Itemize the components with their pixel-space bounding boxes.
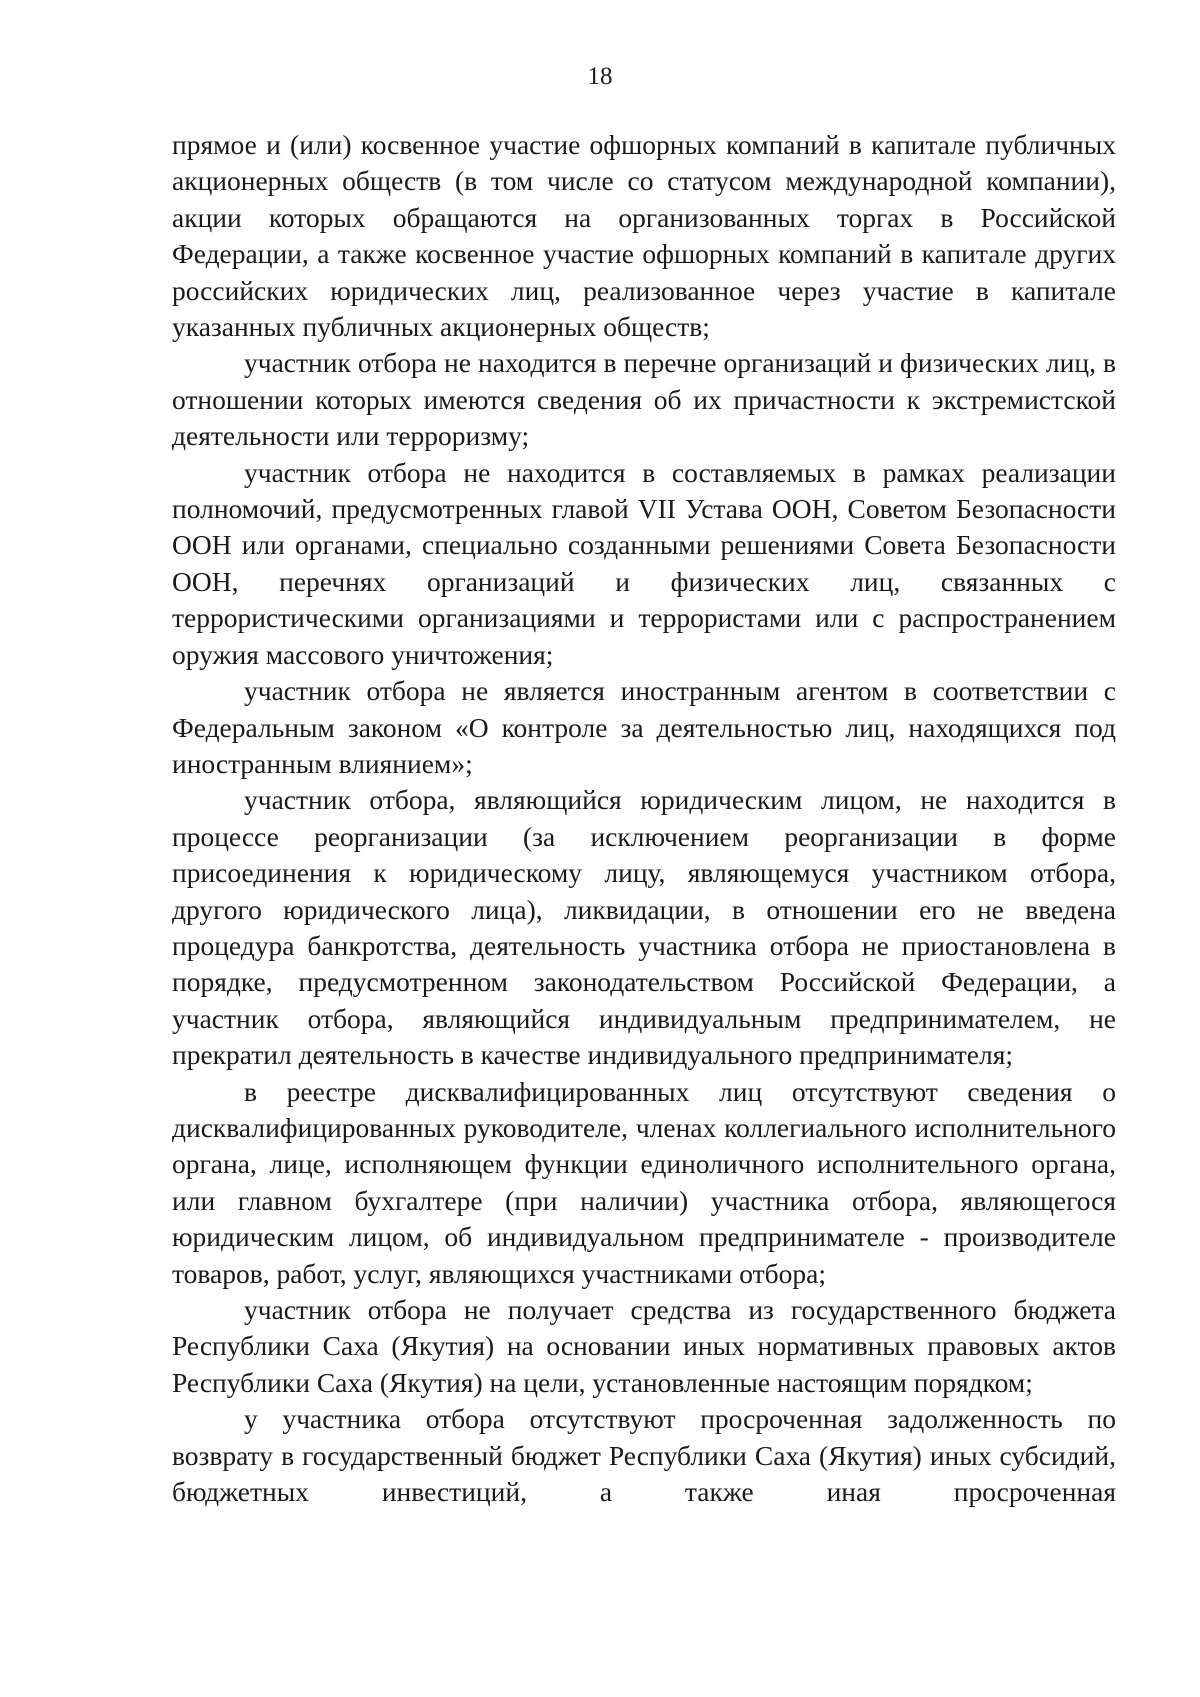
- document-body: [172, 127, 1116, 1510]
- paragraph-budget-funds: участник отбора не получает средства из государственного бюджета Республики Саха (Якутия) на основании иных нормативных правовых актов Республики Саха (Якутия) на цели, установленные настоящим порядком;: [172, 1294, 1116, 1398]
- paragraph-reorganization-bankruptcy: участник отбора, являющийся юридическим лицом, не находится в процессе реорганизации (за исключением реорганизации в форме присоединения к юридическому лицу, являющемуся участником отбора, другого юридического лица), ликвидации, в отношении его не введена процедура банкротства, деятельность участника отбора не приостановлена в порядке, предусмотренном законодательством Российской Федерации, а участник отбора, являющийся индивидуальным предпринимателем, не прекратил деятельность в качестве индивидуального предпринимателя;: [172, 784, 1116, 1071]
- paragraph-extremism-list: участник отбора не находится в перечне организаций и физических лиц, в отношении которых имеются сведения об их причастности к экстремистской деятельности или терроризму;: [172, 347, 1116, 452]
- paragraph-foreign-agent: участник отбора не является иностранным агентом в соответствии с Федеральным законом «О контроле за деятельностью лиц, находящихся под иностранным влиянием»;: [172, 675, 1116, 779]
- paragraph-disqualified-persons: в реестре дисквалифицированных лиц отсутствуют сведения о дисквалифицированных руководителе, членах коллегиального исполнительного органа, лице, исполняющем функции единоличного исполнительного органа, или главном бухгалтере (при наличии) участника отбора, являющегося юридическим лицом, об индивидуальном предпринимателе - производителе товаров, работ, услуг, являющихся участниками отбора;: [172, 1075, 1116, 1289]
- paragraph-un-sanctions-list: участник отбора не находится в составляемых в рамках реализации полномочий, предусмотренных главой VII Устава ООН, Советом Безопасности ООН или органами, специально созданными решениями Совета Безопасности ООН, перечнях организаций и физических лиц, связанных с террористическими организациями и террористами или с распространением оружия массового уничтожения;: [172, 456, 1116, 670]
- page-number: 18: [587, 63, 613, 90]
- paragraph-overdue-debt: у участника отбора отсутствуют просроченная задолженность по возврату в государственный бюджет Республики Саха (Якутия) иных субсидий, бюджетных инвестиций, а также иная просроченная: [172, 1403, 1116, 1508]
- paragraph-offshore-participation: прямое и (или) косвенное участие офшорных компаний в капитале публичных акционерных обществ (в том числе со статусом международной компании), акции которых обращаются на организованных торгах в Российской Федерации, а также косвенное участие офшорных компаний в капитале других российских юридических лиц, реализованное через участие в капитале указанных публичных акционерных обществ;: [172, 129, 1116, 343]
